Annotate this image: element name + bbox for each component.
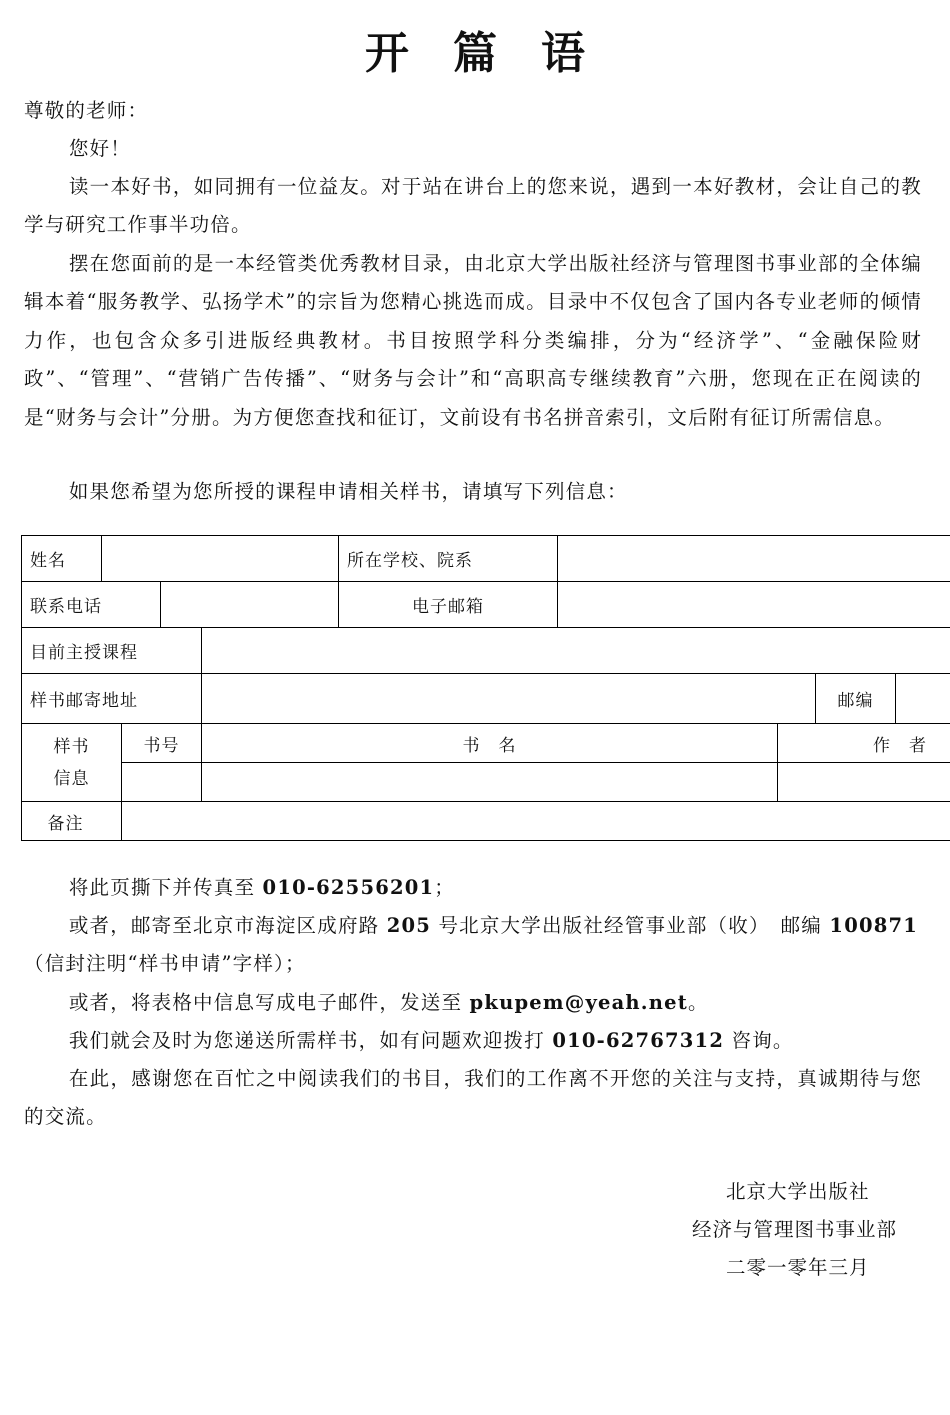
email-label: 电子邮箱 xyxy=(339,582,558,628)
phone-prefix: 我们就会及时为您递送所需样书，如有问题欢迎拨打 xyxy=(68,1029,553,1052)
salutation: 尊敬的老师： xyxy=(24,99,149,122)
remark-label: 备注 xyxy=(22,802,122,841)
email-address[interactable]: pkupem@yeah.net xyxy=(469,991,688,1014)
page-title xyxy=(0,28,950,80)
mail-mid: 号北京大学出版社经管事业部（收） 邮编 xyxy=(431,914,830,937)
phone-field[interactable] xyxy=(161,582,339,628)
paragraph-1: 读一本好书，如同拥有一位益友。对于站在讲台上的您来说，遇到一本好教材，会让自己的教学与研究工作事半功倍。 xyxy=(24,175,922,237)
phone-number: 010-62767312 xyxy=(552,1029,725,1052)
sample-info-line-1: 样书 xyxy=(53,736,90,757)
mail-street-number: 205 xyxy=(386,914,432,937)
fax-prefix: 将此页撕下并传真至 xyxy=(68,876,263,899)
paragraph-3: 如果您希望为您所授的课程申请相关样书，请填写下列信息： xyxy=(68,480,628,503)
email-line xyxy=(24,984,922,1022)
book-title-header: 书 名 xyxy=(202,724,778,763)
address-label: 样书邮寄地址 xyxy=(22,674,202,724)
title-char-2: 篇 xyxy=(453,28,497,79)
fax-suffix: ； xyxy=(434,876,455,899)
signature-date: 二零一零年三月 xyxy=(726,1256,870,1279)
sample-request-form xyxy=(21,535,950,841)
phone-suffix: 咨询。 xyxy=(724,1029,794,1052)
mail-postcode: 100871 xyxy=(829,914,919,937)
signature-publisher: 北京大学出版社 xyxy=(726,1180,870,1203)
title-char-1: 开 xyxy=(365,28,409,79)
title-char-3: 语 xyxy=(541,28,585,79)
sample-info-line-2: 信息 xyxy=(53,768,90,789)
name-field[interactable] xyxy=(102,536,339,582)
email-field[interactable] xyxy=(558,582,950,628)
book-no-header: 书号 xyxy=(122,724,202,763)
school-field[interactable] xyxy=(558,536,950,582)
sample-info-label xyxy=(22,724,122,802)
paragraph-2: 摆在您面前的是一本经管类优秀教材目录，由北京大学出版社经济与管理图书事业部的全体编辑本着“服务教学、弘扬学术”的宗旨为您精心挑选而成。目录中不仅包含了国内各专业老师的倾情力作，也包含众多引进版经典教材。书目按照学科分类编排，分为“经济学”、“金融保险财政”、“管理”、“营销广告传播”、“财务与会计”和“高职高专继续教育”六册，您现在正在阅读的是“财务与会计”分册。为方便您查找和征订，文前设有书名拼音索引，文后附有征订所需信息。 xyxy=(24,252,922,429)
fax-line xyxy=(24,869,922,907)
postcode-label: 邮编 xyxy=(816,674,896,724)
greeting: 您好！ xyxy=(68,137,131,160)
signature-department: 经济与管理图书事业部 xyxy=(692,1218,898,1241)
remark-field[interactable] xyxy=(122,802,950,841)
phone-label: 联系电话 xyxy=(22,582,161,628)
mail-prefix: 或者，邮寄至北京市海淀区成府路 xyxy=(68,914,387,937)
closing-paragraph: 在此，感谢您在百忙之中阅读我们的书目，我们的工作离不开您的关注与支持，真诚期待与您的交流。 xyxy=(24,1067,922,1129)
postcode-field[interactable] xyxy=(896,674,950,724)
email-suffix: 。 xyxy=(687,991,709,1014)
phone-line xyxy=(24,1022,922,1060)
name-label: 姓名 xyxy=(22,536,102,582)
author-header: 作 者 xyxy=(778,724,950,763)
course-field[interactable] xyxy=(202,628,950,674)
book-no-field[interactable] xyxy=(122,763,202,802)
fax-number: 010-62556201 xyxy=(262,876,435,899)
mail-line xyxy=(24,907,922,945)
course-label: 目前主授课程 xyxy=(22,628,202,674)
email-prefix: 或者，将表格中信息写成电子邮件，发送至 xyxy=(68,991,470,1014)
author-field[interactable] xyxy=(778,763,950,802)
school-label: 所在学校、院系 xyxy=(339,536,558,582)
mail-note: （信封注明“样书申请”字样）； xyxy=(24,952,306,975)
address-field[interactable] xyxy=(202,674,816,724)
book-title-field[interactable] xyxy=(202,763,778,802)
